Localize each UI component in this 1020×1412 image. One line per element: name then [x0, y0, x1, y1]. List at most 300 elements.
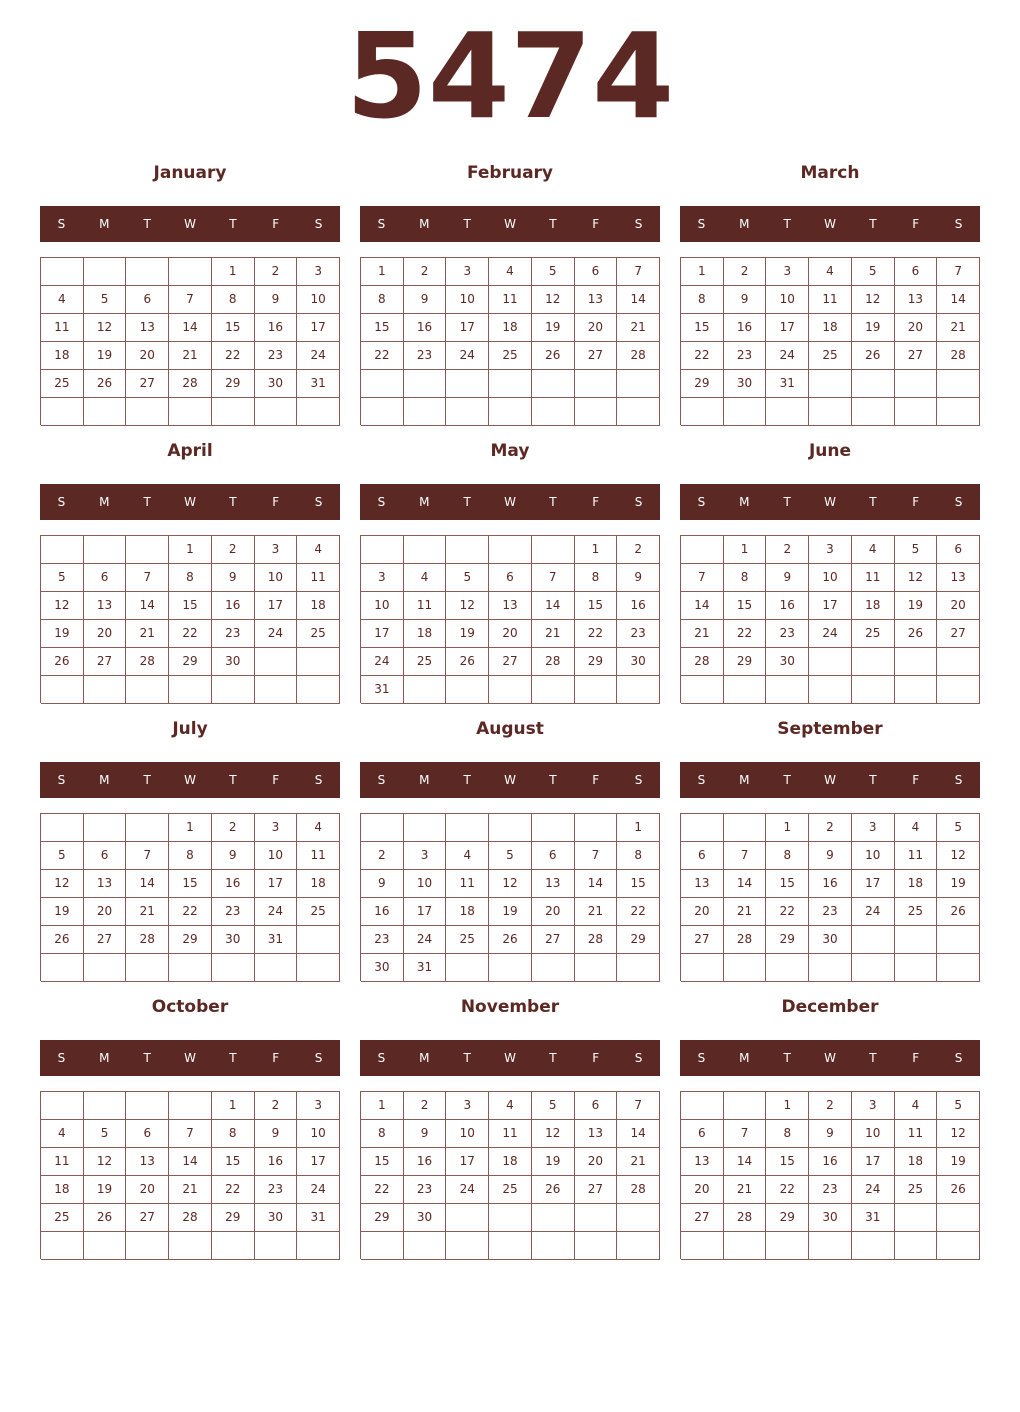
- day-cell: 13: [532, 870, 575, 898]
- weekday-label: S: [954, 1051, 963, 1065]
- day-cell: 12: [937, 1120, 980, 1148]
- day-cell: 3: [446, 1092, 489, 1120]
- weekday-label: T: [869, 1051, 877, 1065]
- month-name: June: [808, 441, 852, 461]
- day-cell: 9: [809, 842, 852, 870]
- day-cell: 18: [41, 342, 84, 370]
- empty-cell: [575, 814, 618, 842]
- day-cell: 11: [41, 314, 84, 342]
- day-cell: 27: [126, 1204, 169, 1232]
- day-cell: 3: [809, 536, 852, 564]
- day-cell: 4: [489, 258, 532, 286]
- day-cell: 15: [766, 1148, 809, 1176]
- day-cell: 19: [446, 620, 489, 648]
- day-cell: 18: [809, 314, 852, 342]
- empty-cell: [489, 536, 532, 564]
- day-cell: 11: [809, 286, 852, 314]
- day-cell: 30: [724, 370, 767, 398]
- empty-cell: [255, 1232, 298, 1260]
- day-cell: 30: [809, 1204, 852, 1232]
- empty-cell: [575, 954, 618, 982]
- day-cell: 24: [766, 342, 809, 370]
- day-cell: 26: [895, 620, 938, 648]
- empty-cell: [766, 954, 809, 982]
- month-name: October: [151, 997, 229, 1017]
- empty-cell: [41, 814, 84, 842]
- day-cell: 16: [809, 1148, 852, 1176]
- day-cell: 22: [212, 342, 255, 370]
- weekday-label: T: [869, 217, 877, 231]
- day-cell: 28: [126, 648, 169, 676]
- empty-cell: [532, 676, 575, 704]
- empty-cell: [212, 954, 255, 982]
- day-cell: 28: [169, 370, 212, 398]
- day-cell: 28: [617, 1176, 660, 1204]
- day-cell: 16: [255, 1148, 298, 1176]
- empty-cell: [852, 398, 895, 426]
- day-cell: 3: [852, 814, 895, 842]
- empty-cell: [681, 1232, 724, 1260]
- empty-cell: [766, 676, 809, 704]
- day-cell: 19: [937, 870, 980, 898]
- day-cell: 18: [446, 898, 489, 926]
- day-cell: 20: [681, 898, 724, 926]
- day-cell: 15: [681, 314, 724, 342]
- day-cell: 17: [766, 314, 809, 342]
- day-grid: [40, 257, 340, 425]
- weekday-header: [360, 484, 660, 520]
- day-cell: 18: [404, 620, 447, 648]
- weekday-label: S: [57, 495, 66, 509]
- empty-cell: [724, 398, 767, 426]
- day-cell: 28: [937, 342, 980, 370]
- day-cell: 28: [575, 926, 618, 954]
- day-cell: 8: [681, 286, 724, 314]
- day-cell: 23: [212, 898, 255, 926]
- day-cell: 30: [617, 648, 660, 676]
- day-cell: 25: [852, 620, 895, 648]
- day-cell: 27: [532, 926, 575, 954]
- empty-cell: [895, 1204, 938, 1232]
- day-cell: 15: [212, 1148, 255, 1176]
- empty-cell: [575, 676, 618, 704]
- weekday-label: S: [954, 495, 963, 509]
- empty-cell: [446, 536, 489, 564]
- weekday-label: T: [143, 773, 151, 787]
- day-grid: [680, 535, 980, 703]
- day-cell: 1: [724, 536, 767, 564]
- empty-cell: [361, 814, 404, 842]
- empty-cell: [532, 536, 575, 564]
- day-cell: 5: [937, 814, 980, 842]
- day-cell: 2: [404, 1092, 447, 1120]
- empty-cell: [446, 676, 489, 704]
- day-cell: 26: [41, 648, 84, 676]
- day-cell: 22: [169, 898, 212, 926]
- empty-cell: [41, 1092, 84, 1120]
- day-cell: 6: [681, 842, 724, 870]
- empty-cell: [724, 1092, 767, 1120]
- empty-cell: [297, 926, 340, 954]
- day-cell: 5: [84, 286, 127, 314]
- weekday-label: S: [634, 217, 643, 231]
- empty-cell: [852, 1232, 895, 1260]
- weekday-label: W: [504, 1051, 516, 1065]
- day-cell: 5: [84, 1120, 127, 1148]
- empty-cell: [84, 536, 127, 564]
- day-cell: 13: [126, 1148, 169, 1176]
- day-cell: 16: [617, 592, 660, 620]
- day-grid: [360, 257, 660, 425]
- day-cell: 25: [489, 342, 532, 370]
- day-cell: 17: [255, 592, 298, 620]
- day-cell: 25: [297, 898, 340, 926]
- weekday-label: M: [99, 495, 110, 509]
- day-cell: 21: [169, 342, 212, 370]
- weekday-label: W: [184, 495, 196, 509]
- day-cell: 1: [617, 814, 660, 842]
- day-cell: 7: [617, 258, 660, 286]
- day-cell: 29: [724, 648, 767, 676]
- day-cell: 1: [361, 258, 404, 286]
- day-cell: 21: [724, 898, 767, 926]
- day-cell: 9: [255, 286, 298, 314]
- day-cell: 31: [766, 370, 809, 398]
- day-cell: 26: [937, 1176, 980, 1204]
- day-cell: 14: [126, 870, 169, 898]
- empty-cell: [255, 954, 298, 982]
- day-cell: 11: [446, 870, 489, 898]
- day-cell: 4: [809, 258, 852, 286]
- day-cell: 3: [255, 536, 298, 564]
- empty-cell: [681, 814, 724, 842]
- empty-cell: [84, 258, 127, 286]
- day-cell: 13: [84, 592, 127, 620]
- weekday-label: W: [504, 217, 516, 231]
- day-cell: 6: [489, 564, 532, 592]
- day-cell: 24: [297, 342, 340, 370]
- day-cell: 31: [297, 1204, 340, 1232]
- empty-cell: [126, 1232, 169, 1260]
- empty-cell: [84, 814, 127, 842]
- day-cell: 31: [255, 926, 298, 954]
- day-cell: 13: [895, 286, 938, 314]
- day-cell: 20: [126, 1176, 169, 1204]
- empty-cell: [575, 1232, 618, 1260]
- day-cell: 14: [617, 286, 660, 314]
- day-cell: 9: [404, 286, 447, 314]
- empty-cell: [446, 1232, 489, 1260]
- month-name: March: [800, 163, 860, 183]
- day-cell: 10: [446, 286, 489, 314]
- day-cell: 5: [532, 1092, 575, 1120]
- day-cell: 31: [852, 1204, 895, 1232]
- day-cell: 18: [489, 1148, 532, 1176]
- empty-cell: [212, 676, 255, 704]
- empty-cell: [297, 954, 340, 982]
- day-cell: 11: [404, 592, 447, 620]
- day-cell: 1: [169, 536, 212, 564]
- day-cell: 25: [446, 926, 489, 954]
- day-cell: 22: [361, 342, 404, 370]
- day-grid: [680, 1091, 980, 1259]
- weekday-label: S: [314, 1051, 323, 1065]
- day-cell: 27: [681, 1204, 724, 1232]
- weekday-label: F: [272, 495, 280, 509]
- day-cell: 30: [255, 370, 298, 398]
- day-cell: 12: [84, 1148, 127, 1176]
- day-cell: 25: [41, 370, 84, 398]
- weekday-label: S: [57, 217, 66, 231]
- empty-cell: [895, 676, 938, 704]
- day-cell: 13: [681, 1148, 724, 1176]
- day-grid: [40, 535, 340, 703]
- weekday-label: M: [739, 495, 750, 509]
- day-cell: 15: [724, 592, 767, 620]
- weekday-label: T: [549, 1051, 557, 1065]
- weekday-label: W: [824, 217, 836, 231]
- weekday-label: F: [912, 217, 920, 231]
- day-cell: 18: [852, 592, 895, 620]
- day-cell: 17: [446, 314, 489, 342]
- day-cell: 24: [255, 898, 298, 926]
- weekday-header: [680, 1040, 980, 1076]
- day-cell: 16: [766, 592, 809, 620]
- day-cell: 20: [895, 314, 938, 342]
- empty-cell: [126, 258, 169, 286]
- month-name: July: [172, 719, 208, 739]
- day-cell: 9: [212, 842, 255, 870]
- empty-cell: [937, 1204, 980, 1232]
- empty-cell: [41, 398, 84, 426]
- empty-cell: [489, 954, 532, 982]
- day-cell: 5: [937, 1092, 980, 1120]
- day-cell: 10: [255, 564, 298, 592]
- day-cell: 4: [446, 842, 489, 870]
- day-cell: 23: [809, 898, 852, 926]
- day-cell: 11: [489, 286, 532, 314]
- day-cell: 21: [126, 898, 169, 926]
- day-cell: 27: [126, 370, 169, 398]
- empty-cell: [489, 398, 532, 426]
- day-cell: 19: [84, 342, 127, 370]
- day-cell: 19: [84, 1176, 127, 1204]
- empty-cell: [212, 1232, 255, 1260]
- day-cell: 24: [852, 1176, 895, 1204]
- day-cell: 3: [852, 1092, 895, 1120]
- day-cell: 12: [41, 592, 84, 620]
- day-cell: 11: [297, 842, 340, 870]
- empty-cell: [724, 676, 767, 704]
- empty-cell: [895, 954, 938, 982]
- empty-cell: [766, 1232, 809, 1260]
- day-cell: 23: [404, 342, 447, 370]
- day-cell: 12: [446, 592, 489, 620]
- empty-cell: [489, 370, 532, 398]
- empty-cell: [852, 954, 895, 982]
- weekday-label: F: [592, 773, 600, 787]
- day-cell: 17: [361, 620, 404, 648]
- day-cell: 24: [361, 648, 404, 676]
- weekday-label: F: [912, 495, 920, 509]
- weekday-label: T: [783, 773, 791, 787]
- weekday-header: [360, 762, 660, 798]
- day-cell: 2: [617, 536, 660, 564]
- day-cell: 8: [766, 842, 809, 870]
- empty-cell: [169, 676, 212, 704]
- day-cell: 18: [895, 870, 938, 898]
- empty-cell: [575, 1204, 618, 1232]
- day-cell: 10: [361, 592, 404, 620]
- empty-cell: [404, 676, 447, 704]
- day-cell: 22: [361, 1176, 404, 1204]
- empty-cell: [126, 954, 169, 982]
- empty-cell: [617, 1232, 660, 1260]
- day-cell: 22: [766, 1176, 809, 1204]
- day-cell: 9: [212, 564, 255, 592]
- day-cell: 24: [255, 620, 298, 648]
- weekday-label: S: [697, 217, 706, 231]
- day-cell: 11: [895, 842, 938, 870]
- day-cell: 21: [532, 620, 575, 648]
- day-cell: 19: [895, 592, 938, 620]
- day-cell: 6: [84, 842, 127, 870]
- day-cell: 9: [724, 286, 767, 314]
- day-cell: 16: [809, 870, 852, 898]
- day-cell: 11: [41, 1148, 84, 1176]
- empty-cell: [532, 370, 575, 398]
- day-cell: 1: [212, 258, 255, 286]
- day-cell: 11: [489, 1120, 532, 1148]
- empty-cell: [809, 1232, 852, 1260]
- empty-cell: [489, 1204, 532, 1232]
- weekday-label: M: [99, 217, 110, 231]
- day-cell: 21: [937, 314, 980, 342]
- day-cell: 29: [617, 926, 660, 954]
- day-cell: 17: [852, 1148, 895, 1176]
- day-cell: 29: [361, 1204, 404, 1232]
- empty-cell: [895, 1232, 938, 1260]
- day-cell: 6: [895, 258, 938, 286]
- empty-cell: [617, 1204, 660, 1232]
- day-cell: 13: [126, 314, 169, 342]
- weekday-label: S: [377, 773, 386, 787]
- day-cell: 2: [404, 258, 447, 286]
- day-cell: 26: [937, 898, 980, 926]
- day-cell: 8: [766, 1120, 809, 1148]
- empty-cell: [41, 258, 84, 286]
- day-cell: 10: [404, 870, 447, 898]
- day-cell: 12: [532, 1120, 575, 1148]
- day-cell: 27: [575, 342, 618, 370]
- day-cell: 23: [212, 620, 255, 648]
- day-cell: 29: [212, 370, 255, 398]
- weekday-label: W: [504, 773, 516, 787]
- day-cell: 20: [681, 1176, 724, 1204]
- empty-cell: [126, 676, 169, 704]
- weekday-label: T: [229, 217, 237, 231]
- day-cell: 12: [532, 286, 575, 314]
- weekday-label: T: [869, 773, 877, 787]
- day-cell: 25: [404, 648, 447, 676]
- month-name: November: [460, 997, 560, 1017]
- day-cell: 18: [41, 1176, 84, 1204]
- day-cell: 23: [361, 926, 404, 954]
- weekday-label: M: [419, 1051, 430, 1065]
- day-cell: 9: [255, 1120, 298, 1148]
- day-cell: 2: [212, 536, 255, 564]
- day-cell: 19: [937, 1148, 980, 1176]
- weekday-header: [40, 206, 340, 242]
- day-cell: 30: [212, 648, 255, 676]
- empty-cell: [937, 676, 980, 704]
- month-name: December: [781, 997, 879, 1017]
- weekday-label: S: [377, 1051, 386, 1065]
- weekday-label: S: [314, 773, 323, 787]
- day-cell: 3: [404, 842, 447, 870]
- day-cell: 6: [937, 536, 980, 564]
- empty-cell: [404, 536, 447, 564]
- empty-cell: [361, 1232, 404, 1260]
- day-cell: 27: [84, 926, 127, 954]
- weekday-label: M: [419, 773, 430, 787]
- weekday-label: S: [954, 773, 963, 787]
- month-name: May: [490, 441, 530, 461]
- empty-cell: [617, 370, 660, 398]
- day-cell: 2: [255, 258, 298, 286]
- day-grid: [360, 535, 660, 703]
- weekday-label: M: [99, 773, 110, 787]
- weekday-label: S: [377, 217, 386, 231]
- day-cell: 24: [809, 620, 852, 648]
- empty-cell: [937, 370, 980, 398]
- weekday-label: T: [869, 495, 877, 509]
- empty-cell: [84, 1232, 127, 1260]
- day-cell: 27: [937, 620, 980, 648]
- day-cell: 23: [724, 342, 767, 370]
- day-cell: 2: [724, 258, 767, 286]
- day-cell: 16: [212, 870, 255, 898]
- day-cell: 15: [169, 592, 212, 620]
- day-cell: 15: [575, 592, 618, 620]
- day-cell: 4: [895, 1092, 938, 1120]
- day-cell: 14: [169, 314, 212, 342]
- day-cell: 27: [489, 648, 532, 676]
- day-cell: 21: [681, 620, 724, 648]
- day-cell: 17: [404, 898, 447, 926]
- day-cell: 20: [532, 898, 575, 926]
- empty-cell: [297, 1232, 340, 1260]
- day-cell: 25: [809, 342, 852, 370]
- empty-cell: [852, 648, 895, 676]
- day-cell: 15: [361, 1148, 404, 1176]
- day-grid: [40, 813, 340, 981]
- day-cell: 21: [575, 898, 618, 926]
- day-cell: 1: [766, 814, 809, 842]
- day-cell: 6: [126, 286, 169, 314]
- empty-cell: [724, 954, 767, 982]
- day-cell: 4: [41, 286, 84, 314]
- weekday-label: W: [184, 1051, 196, 1065]
- empty-cell: [895, 370, 938, 398]
- day-cell: 30: [766, 648, 809, 676]
- empty-cell: [84, 676, 127, 704]
- day-cell: 3: [361, 564, 404, 592]
- day-cell: 4: [297, 814, 340, 842]
- day-cell: 8: [361, 1120, 404, 1148]
- empty-cell: [361, 370, 404, 398]
- weekday-label: T: [783, 1051, 791, 1065]
